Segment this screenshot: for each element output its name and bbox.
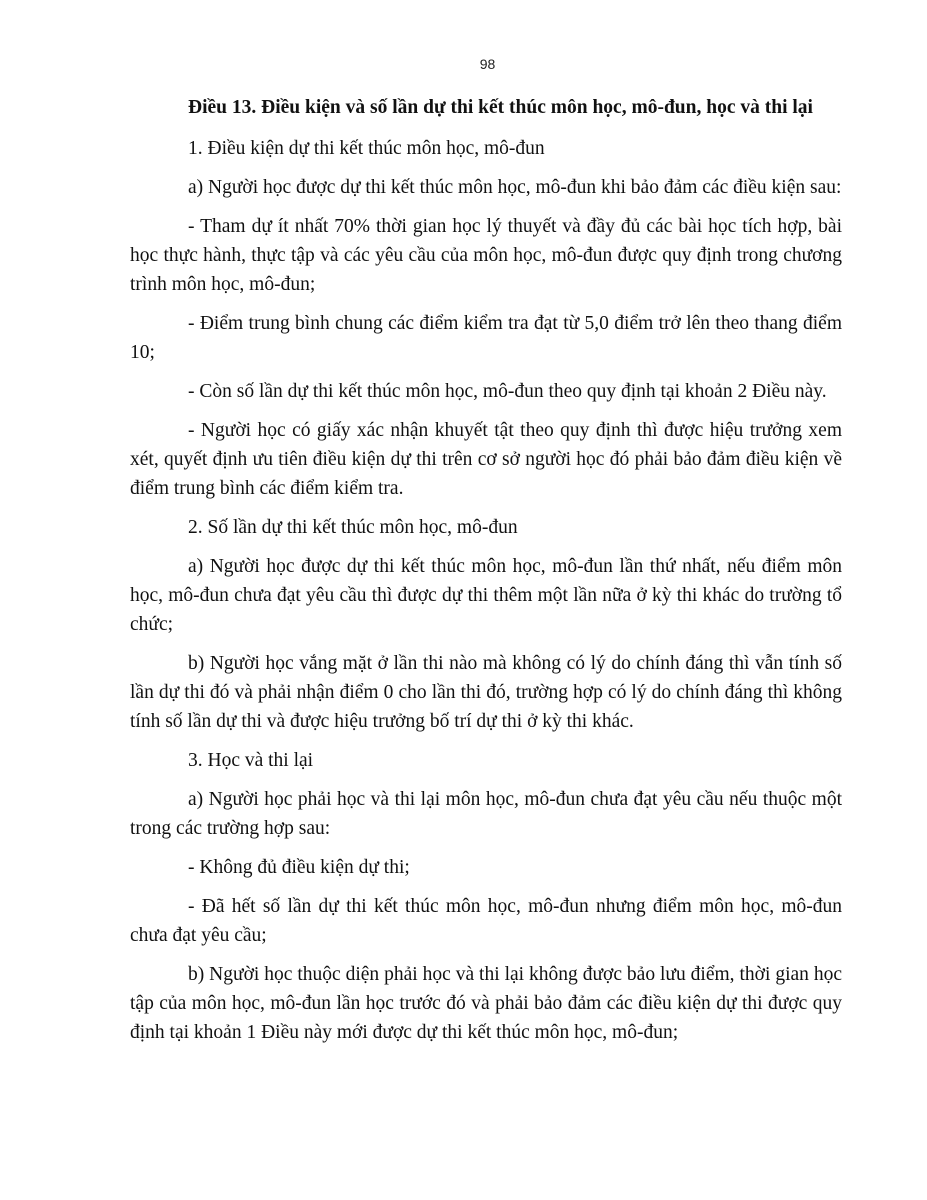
section-2-title: 2. Số lần dự thi kết thúc môn học, mô-đun — [188, 517, 518, 538]
paragraph-2a: a) Người học được dự thi kết thúc môn học, mô-đun lần thứ nhất, nếu điểm môn học, mô-đun chưa đạt yêu cầu thì được dự thi thêm một lần nữa ở kỳ thi khác do trường tổ chức; — [130, 556, 842, 635]
paragraph-1a: a) Người học được dự thi kết thúc môn học, mô-đun khi bảo đảm các điều kiện sau: — [188, 177, 842, 198]
paragraph-1a-item-1: - Tham dự ít nhất 70% thời gian học lý thuyết và đầy đủ các bài học tích hợp, bài học thực hành, thực tập và các yêu cầu của môn học, mô-đun được quy định trong chương trình môn học, mô-đun; — [130, 216, 842, 295]
paragraph-1a-item-2: - Điểm trung bình chung các điểm kiểm tra đạt từ 5,0 điểm trở lên theo thang điểm 10; — [130, 313, 842, 363]
paragraph-3a-item-1: - Không đủ điều kiện dự thi; — [188, 857, 410, 878]
page-number: 98 — [479, 56, 496, 72]
section-3-title: 3. Học và thi lại — [188, 750, 314, 771]
article-heading: Điều 13. Điều kiện và số lần dự thi kết thúc môn học, mô-đun, học và thi lại — [188, 97, 813, 118]
section-1-title: 1. Điều kiện dự thi kết thúc môn học, mô-đun — [188, 138, 545, 159]
paragraph-3a-item-2: - Đã hết số lần dự thi kết thúc môn học, mô-đun nhưng điểm môn học, mô-đun chưa đạt yêu cầu; — [130, 896, 842, 946]
paragraph-3b: b) Người học thuộc diện phải học và thi lại không được bảo lưu điểm, thời gian học tập của môn học, mô-đun lần học trước đó và phải bảo đảm các điều kiện dự thi được quy định tại khoản 1 Điều này mới được dự thi kết thúc môn học, mô-đun; — [130, 964, 842, 1043]
document-body — [130, 94, 842, 1057]
paragraph-2b: b) Người học vắng mặt ở lần thi nào mà không có lý do chính đáng thì vẫn tính số lần dự thi đó và phải nhận điểm 0 cho lần thi đó, trường hợp có lý do chính đáng thì không tính số lần dự thi và được hiệu trưởng bố trí dự thi ở kỳ thi khác. — [130, 653, 842, 732]
paragraph-1a-item-4: - Người học có giấy xác nhận khuyết tật theo quy định thì được hiệu trưởng xem xét, quyết định ưu tiên điều kiện dự thi trên cơ sở người học đó phải bảo đảm điều kiện về điểm trung bình các điểm kiểm tra. — [130, 420, 842, 499]
paragraph-1a-item-3: - Còn số lần dự thi kết thúc môn học, mô-đun theo quy định tại khoản 2 Điều này. — [188, 381, 827, 402]
paragraph-3a: a) Người học phải học và thi lại môn học, mô-đun chưa đạt yêu cầu nếu thuộc một trong các trường hợp sau: — [130, 789, 842, 839]
